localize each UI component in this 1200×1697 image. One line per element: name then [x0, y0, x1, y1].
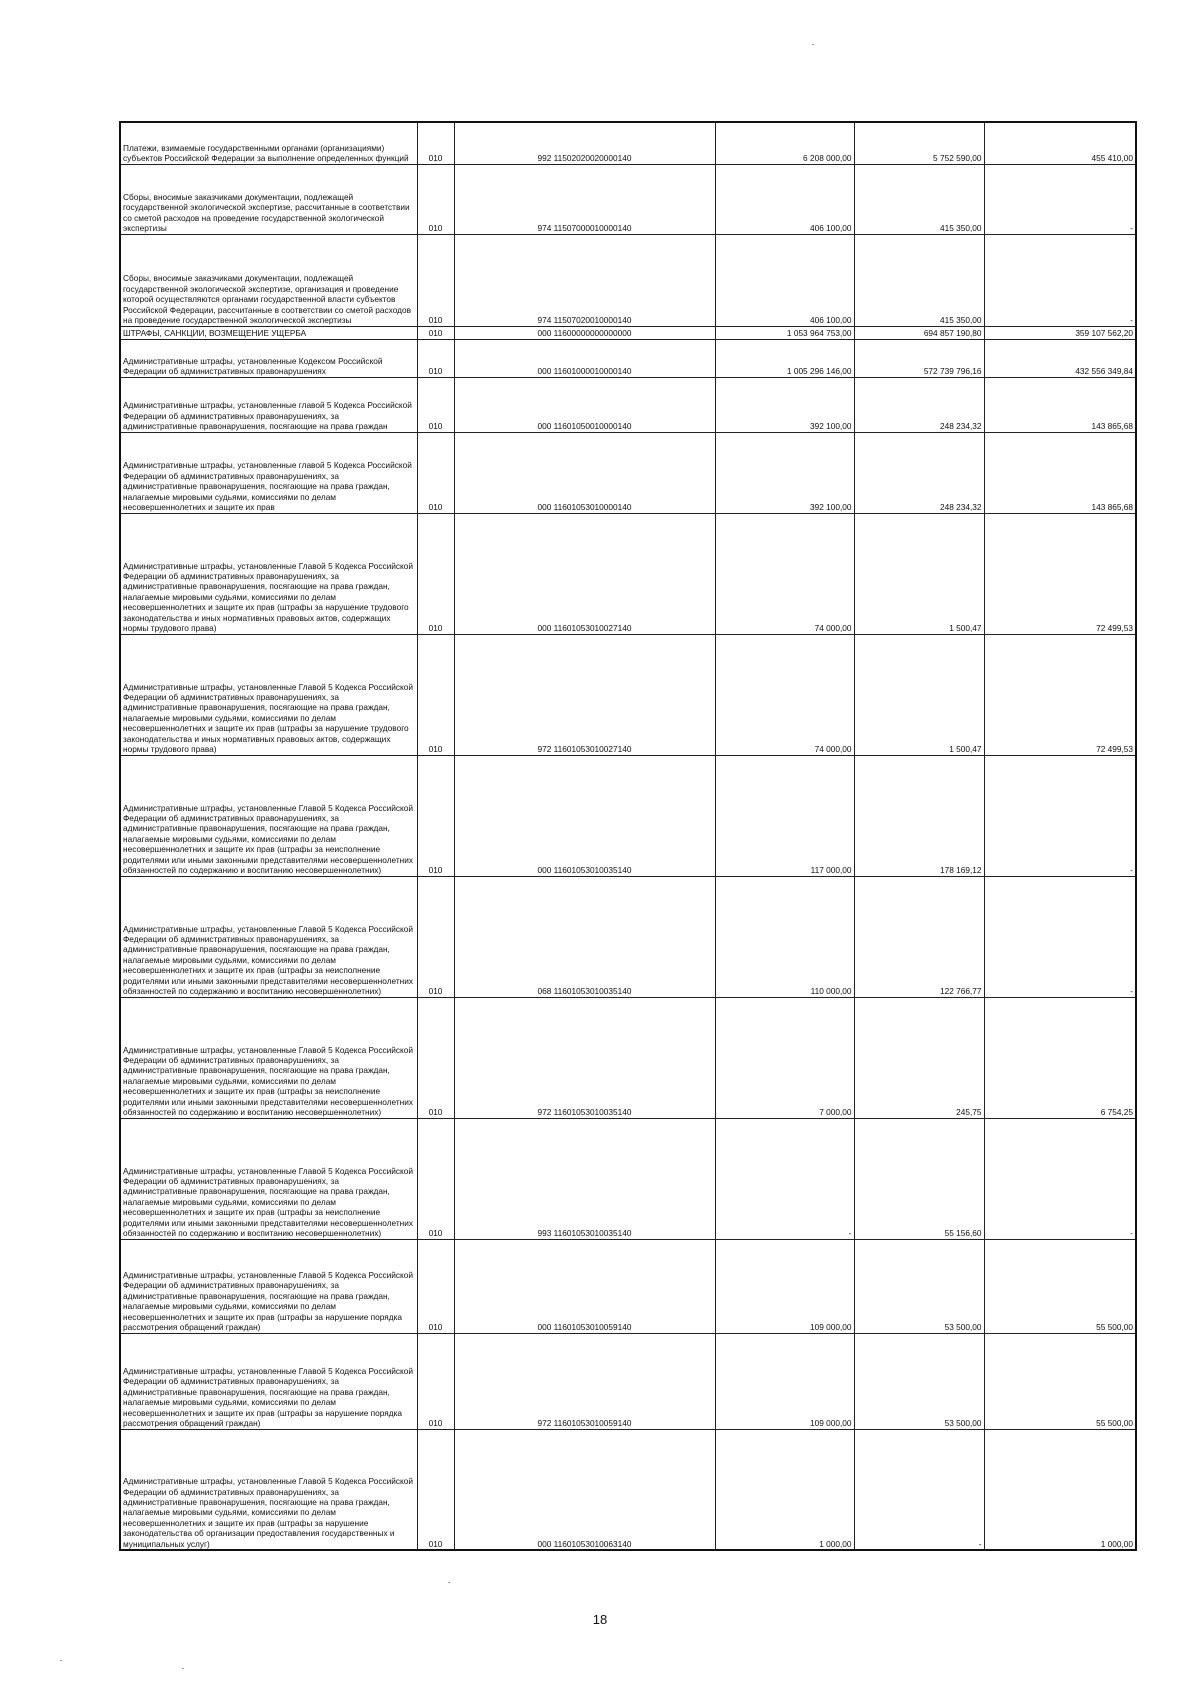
table-row — [120, 634, 1136, 755]
row-planned-amount: 74 000,00 — [715, 513, 854, 634]
row-line-code: 010 — [417, 1429, 454, 1550]
row-line-code: 010 — [417, 1239, 454, 1333]
row-line-code: 010 — [417, 432, 454, 513]
table-row — [120, 164, 1136, 234]
row-name: Административные штрафы, установленные Главой 5 Кодекса Российской Федерации об административных правонарушениях, за административные правонарушения, посягающие на права граждан, налагаемые мировыми судьями, комиссиями по делам несовершеннолетних и защите их прав (штрафы за нарушение порядка рассмотрения обращений граждан) — [120, 1239, 417, 1333]
row-unexecuted-amount: - — [984, 755, 1136, 876]
row-budget-code: 993 11601053010035140 — [454, 1118, 715, 1239]
row-executed-amount: 1 500,47 — [854, 513, 984, 634]
row-planned-amount: 74 000,00 — [715, 634, 854, 755]
row-unexecuted-amount: 1 000,00 — [984, 1429, 1136, 1550]
row-line-code: 010 — [417, 1333, 454, 1429]
row-line-code: 010 — [417, 513, 454, 634]
row-executed-amount: 245,75 — [854, 997, 984, 1118]
row-budget-code: 000 11601053010059140 — [454, 1239, 715, 1333]
row-planned-amount: - — [715, 1118, 854, 1239]
row-unexecuted-amount: 432 556 349,84 — [984, 339, 1136, 377]
row-planned-amount: 7 000,00 — [715, 997, 854, 1118]
row-executed-amount: 53 500,00 — [854, 1333, 984, 1429]
row-name: Административные штрафы, установленные главой 5 Кодекса Российской Федерации об административных правонарушениях, за административные правонарушения, посягающие на права граждан, налагаемые мировыми судьями, комиссиями по делам несовершеннолетних и защите их прав — [120, 432, 417, 513]
row-executed-amount: 694 857 190,80 — [854, 326, 984, 339]
row-executed-amount: 55 156,60 — [854, 1118, 984, 1239]
row-executed-amount: 5 752 590,00 — [854, 122, 984, 164]
scan-speck — [182, 1668, 184, 1669]
row-planned-amount: 392 100,00 — [715, 377, 854, 432]
row-budget-code: 000 11600000000000000 — [454, 326, 715, 339]
table-row — [120, 1118, 1136, 1239]
table-row — [120, 234, 1136, 326]
row-line-code: 010 — [417, 339, 454, 377]
row-budget-code: 000 11601053010035140 — [454, 755, 715, 876]
row-line-code: 010 — [417, 755, 454, 876]
scan-speck — [60, 1660, 62, 1661]
row-planned-amount: 117 000,00 — [715, 755, 854, 876]
row-executed-amount: 122 766,77 — [854, 876, 984, 997]
row-line-code: 010 — [417, 234, 454, 326]
row-name: Административные штрафы, установленные Главой 5 Кодекса Российской Федерации об административных правонарушениях, за административные правонарушения, посягающие на права граждан, налагаемые мировыми судьями, комиссиями по делам несовершеннолетних и защите их прав (штрафы за нарушение трудового законодательства и иных нормативных правовых актов, содержащих нормы трудового права) — [120, 634, 417, 755]
row-unexecuted-amount: 6 754,25 — [984, 997, 1136, 1118]
row-name: Административные штрафы, установленные Главой 5 Кодекса Российской Федерации об административных правонарушениях, за административные правонарушения, посягающие на права граждан, налагаемые мировыми судьями, комиссиями по делам несовершеннолетних и защите их прав (штрафы за неисполнение родителями или иными законными представителями несовершеннолетних обязанностей по содержанию и воспитанию несовершеннолетних) — [120, 997, 417, 1118]
row-name: Административные штрафы, установленные Главой 5 Кодекса Российской Федерации об административных правонарушениях, за административные правонарушения, посягающие на права граждан, налагаемые мировыми судьями, комиссиями по делам несовершеннолетних и защите их прав (штрафы за неисполнение родителями или иными законными представителями несовершеннолетних обязанностей по содержанию и воспитанию несовершеннолетних) — [120, 1118, 417, 1239]
row-executed-amount: - — [854, 1429, 984, 1550]
row-budget-code: 972 11601053010035140 — [454, 997, 715, 1118]
revenue-table — [119, 121, 1137, 1551]
table-row — [120, 326, 1136, 339]
row-executed-amount: 248 234,32 — [854, 377, 984, 432]
row-line-code: 010 — [417, 326, 454, 339]
row-unexecuted-amount: - — [984, 876, 1136, 997]
row-unexecuted-amount: - — [984, 234, 1136, 326]
row-unexecuted-amount: 359 107 562,20 — [984, 326, 1136, 339]
row-line-code: 010 — [417, 997, 454, 1118]
row-name: Платежи, взимаемые государственными органами (организациями) субъектов Российской Федерации за выполнение определенных функций — [120, 122, 417, 164]
row-unexecuted-amount: 455 410,00 — [984, 122, 1136, 164]
row-budget-code: 000 11601053010000140 — [454, 432, 715, 513]
row-executed-amount: 178 169,12 — [854, 755, 984, 876]
row-name: Административные штрафы, установленные Главой 5 Кодекса Российской Федерации об административных правонарушениях, за административные правонарушения, посягающие на права граждан, налагаемые мировыми судьями, комиссиями по делам несовершеннолетних и защите их прав (штрафы за нарушение трудового законодательства и иных нормативных правовых актов, содержащих нормы трудового права) — [120, 513, 417, 634]
row-planned-amount: 110 000,00 — [715, 876, 854, 997]
row-planned-amount: 406 100,00 — [715, 234, 854, 326]
row-unexecuted-amount: 72 499,53 — [984, 513, 1136, 634]
table-row — [120, 997, 1136, 1118]
row-unexecuted-amount: 143 865,68 — [984, 377, 1136, 432]
row-planned-amount: 6 208 000,00 — [715, 122, 854, 164]
table-row — [120, 1333, 1136, 1429]
row-name: Административные штрафы, установленные Кодексом Российской Федерации об административных правонарушениях — [120, 339, 417, 377]
row-name: Административные штрафы, установленные Главой 5 Кодекса Российской Федерации об административных правонарушениях, за административные правонарушения, посягающие на права граждан, налагаемые мировыми судьями, комиссиями по делам несовершеннолетних и защите их прав (штрафы за нарушение порядка рассмотрения обращений граждан) — [120, 1333, 417, 1429]
row-unexecuted-amount: - — [984, 164, 1136, 234]
row-executed-amount: 572 739 796,16 — [854, 339, 984, 377]
row-budget-code: 000 11601053010063140 — [454, 1429, 715, 1550]
row-name: Административные штрафы, установленные главой 5 Кодекса Российской Федерации об административных правонарушениях, за административные правонарушения, посягающие на права граждан — [120, 377, 417, 432]
row-line-code: 010 — [417, 122, 454, 164]
row-executed-amount: 1 500,47 — [854, 634, 984, 755]
row-name: Сборы, вносимые заказчиками документации, подлежащей государственной экологической экспертизе, рассчитанные в соответствии со сметой расходов на проведение государственной экологической экспертизы — [120, 164, 417, 234]
table-row — [120, 432, 1136, 513]
table-row — [120, 1239, 1136, 1333]
row-planned-amount: 1 000,00 — [715, 1429, 854, 1550]
row-name: ШТРАФЫ, САНКЦИИ, ВОЗМЕЩЕНИЕ УЩЕРБА — [120, 326, 417, 339]
row-planned-amount: 392 100,00 — [715, 432, 854, 513]
row-name: Сборы, вносимые заказчиками документации, подлежащей государственной экологической экспертизе, организация и проведение которой осуществляются органами государственной власти субъектов Российской Федерации, рассчитанные в соответствии со сметой расходов на проведение государственной экологической экспертизы — [120, 234, 417, 326]
row-unexecuted-amount: - — [984, 1118, 1136, 1239]
row-name: Административные штрафы, установленные Главой 5 Кодекса Российской Федерации об административных правонарушениях, за административные правонарушения, посягающие на права граждан, налагаемые мировыми судьями, комиссиями по делам несовершеннолетних и защите их прав (штрафы за неисполнение родителями или иными законными представителями несовершеннолетних обязанностей по содержанию и воспитанию несовершеннолетних) — [120, 876, 417, 997]
row-planned-amount: 406 100,00 — [715, 164, 854, 234]
table-row — [120, 1429, 1136, 1550]
row-budget-code: 992 11502020020000140 — [454, 122, 715, 164]
row-budget-code: 974 11507020010000140 — [454, 234, 715, 326]
row-budget-code: 972 11601053010059140 — [454, 1333, 715, 1429]
row-name: Административные штрафы, установленные Главой 5 Кодекса Российской Федерации об административных правонарушениях, за административные правонарушения, посягающие на права граждан, налагаемые мировыми судьями, комиссиями по делам несовершеннолетних и защите их прав (штрафы за неисполнение родителями или иными законными представителями несовершеннолетних обязанностей по содержанию и воспитанию несовершеннолетних) — [120, 755, 417, 876]
table-row — [120, 755, 1136, 876]
row-planned-amount: 1 005 296 146,00 — [715, 339, 854, 377]
page-number: 18 — [592, 1612, 608, 1627]
row-budget-code: 000 11601050010000140 — [454, 377, 715, 432]
row-line-code: 010 — [417, 164, 454, 234]
row-planned-amount: 109 000,00 — [715, 1333, 854, 1429]
row-line-code: 010 — [417, 1118, 454, 1239]
row-executed-amount: 53 500,00 — [854, 1239, 984, 1333]
row-executed-amount: 248 234,32 — [854, 432, 984, 513]
table-row — [120, 377, 1136, 432]
row-budget-code: 972 11601053010027140 — [454, 634, 715, 755]
scan-speck — [812, 44, 814, 45]
row-line-code: 010 — [417, 377, 454, 432]
table-row — [120, 339, 1136, 377]
row-unexecuted-amount: 143 865,68 — [984, 432, 1136, 513]
row-line-code: 010 — [417, 876, 454, 997]
row-budget-code: 000 11601000010000140 — [454, 339, 715, 377]
row-budget-code: 974 11507000010000140 — [454, 164, 715, 234]
row-budget-code: 068 11601053010035140 — [454, 876, 715, 997]
row-unexecuted-amount: 55 500,00 — [984, 1333, 1136, 1429]
row-line-code: 010 — [417, 634, 454, 755]
row-planned-amount: 1 053 964 753,00 — [715, 326, 854, 339]
scan-speck — [448, 1582, 450, 1583]
row-executed-amount: 415 350,00 — [854, 164, 984, 234]
row-name: Административные штрафы, установленные Главой 5 Кодекса Российской Федерации об административных правонарушениях, за административные правонарушения, посягающие на права граждан, налагаемые мировыми судьями, комиссиями по делам несовершеннолетних и защите их прав (штрафы за нарушение законодательства об организации предоставления государственных и муниципальных услуг) — [120, 1429, 417, 1550]
row-planned-amount: 109 000,00 — [715, 1239, 854, 1333]
row-unexecuted-amount: 72 499,53 — [984, 634, 1136, 755]
row-budget-code: 000 11601053010027140 — [454, 513, 715, 634]
row-executed-amount: 415 350,00 — [854, 234, 984, 326]
table-row — [120, 876, 1136, 997]
row-unexecuted-amount: 55 500,00 — [984, 1239, 1136, 1333]
table-row — [120, 122, 1136, 164]
table-row — [120, 513, 1136, 634]
